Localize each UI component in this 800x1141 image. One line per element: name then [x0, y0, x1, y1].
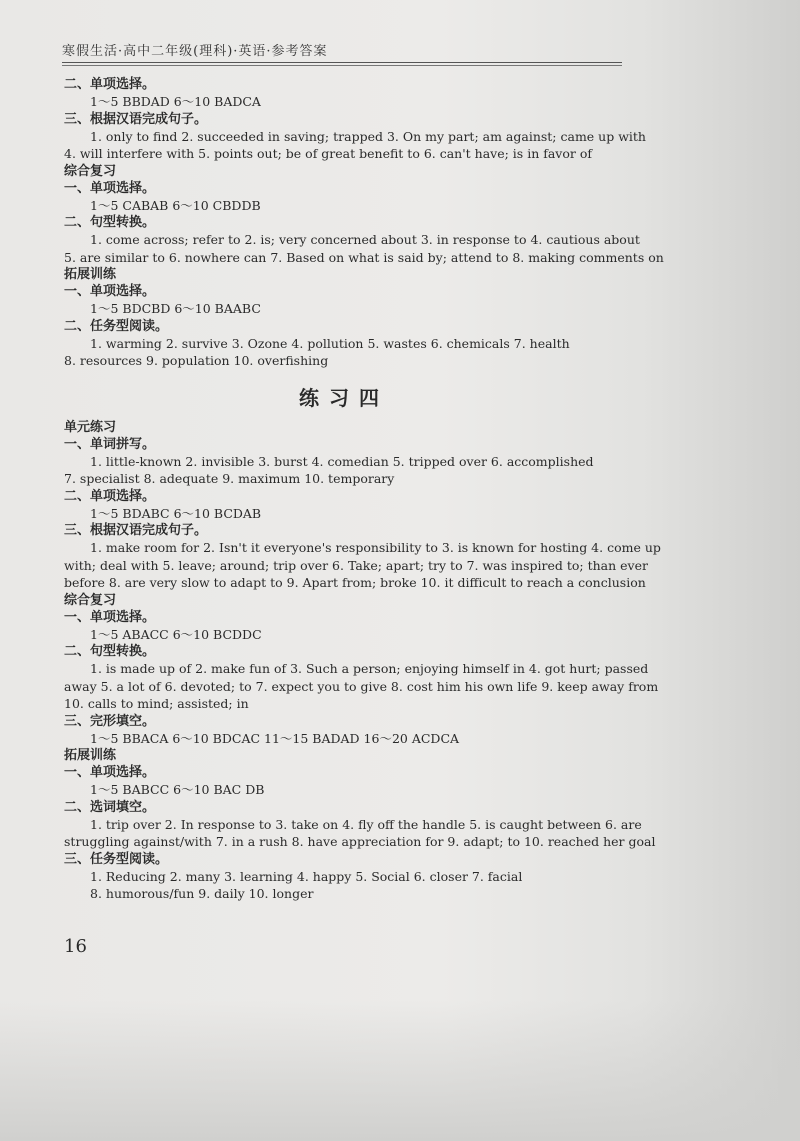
answer-line: 10. calls to mind; assisted; in — [64, 696, 249, 711]
section-heading: 拓展训练 — [64, 748, 117, 763]
answer-line: before 8. are very slow to adapt to 9. Apart from; broke 10. it difficult to reach a conclusion — [64, 575, 646, 590]
section-heading: 二、选词填空。 — [64, 799, 156, 815]
answer-line: 1. trip over 2. In response to 3. take on 4. fly off the handle 5. is caught between 6. are — [90, 816, 642, 832]
answer-line: 1. come across; refer to 2. is; very concerned about 3. in response to 4. cautious about — [90, 232, 640, 247]
answer-line: 7. specialist 8. adequate 9. maximum 10. temporary — [64, 471, 395, 486]
answer-line: 1～5 CABAB 6～10 CBDDB — [90, 197, 261, 213]
section-heading: 综合复习 — [64, 592, 117, 608]
section-heading: 二、单项选择。 — [64, 488, 156, 504]
section-heading: 一、单词拼写。 — [64, 436, 156, 452]
section-heading: 一、单项选择。 — [64, 284, 156, 299]
answer-line: 1. only to find 2. succeeded in saving; trapped 3. On my part; am against; came up with — [90, 128, 646, 144]
answer-line: 1. make room for 2. Isn't it everyone's responsibility to 3. is known for hosting 4. come up — [90, 540, 661, 555]
section-heading: 二、单项选择。 — [64, 77, 156, 92]
answer-line: away 5. a lot of 6. devoted; to 7. expect you to give 8. cost him his own life 9. keep away from — [64, 678, 659, 694]
section-heading: 三、根据汉语完成句子。 — [64, 111, 208, 127]
section-heading: 三、根据汉语完成句子。 — [64, 523, 208, 538]
section-heading: 一、单项选择。 — [64, 765, 156, 780]
section-heading: 一、单项选择。 — [64, 180, 156, 196]
answer-line: 8. humorous/fun 9. daily 10. longer — [90, 886, 314, 901]
answer-line: 1. little-known 2. invisible 3. burst 4. comedian 5. tripped over 6. accomplished — [90, 453, 594, 469]
section-heading: 二、句型转换。 — [64, 215, 156, 230]
section-heading: 三、任务型阅读。 — [64, 851, 169, 867]
answer-line: struggling against/with 7. in a rush 8. have appreciation for 9. adapt; to 10. reached her goal — [64, 834, 656, 849]
answer-line: 1～5 BABCC 6～10 BAC DB — [90, 782, 265, 797]
section-heading: 一、单项选择。 — [64, 609, 156, 625]
section-heading: 二、句型转换。 — [64, 644, 156, 659]
answer-line: 5. are similar to 6. nowhere can 7. Based on what is said by; attend to 8. making comments on — [64, 249, 664, 265]
scan-shadow — [0, 1000, 800, 1141]
answer-line: 1. warming 2. survive 3. Ozone 4. pollution 5. wastes 6. chemicals 7. health — [90, 335, 570, 351]
page-number: 16 — [64, 936, 87, 957]
section-heading: 综合复习 — [64, 163, 117, 179]
answer-line: 1～5 ABACC 6～10 BCDDC — [90, 626, 262, 642]
answer-line: 1. is made up of 2. make fun of 3. Such a person; enjoying himself in 4. got hurt; passed — [90, 661, 649, 676]
answer-line: 1～5 BBACA 6～10 BDCAC 11～15 BADAD 16～20 ACDCA — [90, 730, 460, 746]
header-rule-thick — [62, 62, 622, 63]
answer-line: 1. Reducing 2. many 3. learning 4. happy 5. Social 6. closer 7. facial — [90, 868, 523, 884]
answer-line: with; deal with 5. leave; around; trip over 6. Take; apart; try to 7. was inspired to; than ever — [64, 557, 648, 573]
answer-line: 4. will interfere with 5. points out; be of great benefit to 6. can't have; is in favor of — [64, 146, 592, 161]
answer-line: 1～5 BDCBD 6～10 BAABC — [90, 301, 261, 316]
running-title: 寒假生活·高中二年级(理科)·英语·参考答案 — [62, 44, 328, 59]
answer-line: 1～5 BDABC 6～10 BCDAB — [90, 505, 262, 521]
answer-line: 1～5 BBDAD 6～10 BADCA — [90, 94, 261, 109]
answer-line: 8. resources 9. population 10. overfishing — [64, 353, 329, 368]
section-heading: 单元练习 — [64, 419, 117, 435]
section-heading: 二、任务型阅读。 — [64, 318, 169, 334]
section-heading: 三、完形填空。 — [64, 713, 156, 729]
chapter-title: 练习四 — [299, 385, 389, 410]
header-rule-thin — [62, 65, 622, 66]
section-heading: 拓展训练 — [64, 267, 117, 282]
answer-content — [64, 76, 664, 903]
